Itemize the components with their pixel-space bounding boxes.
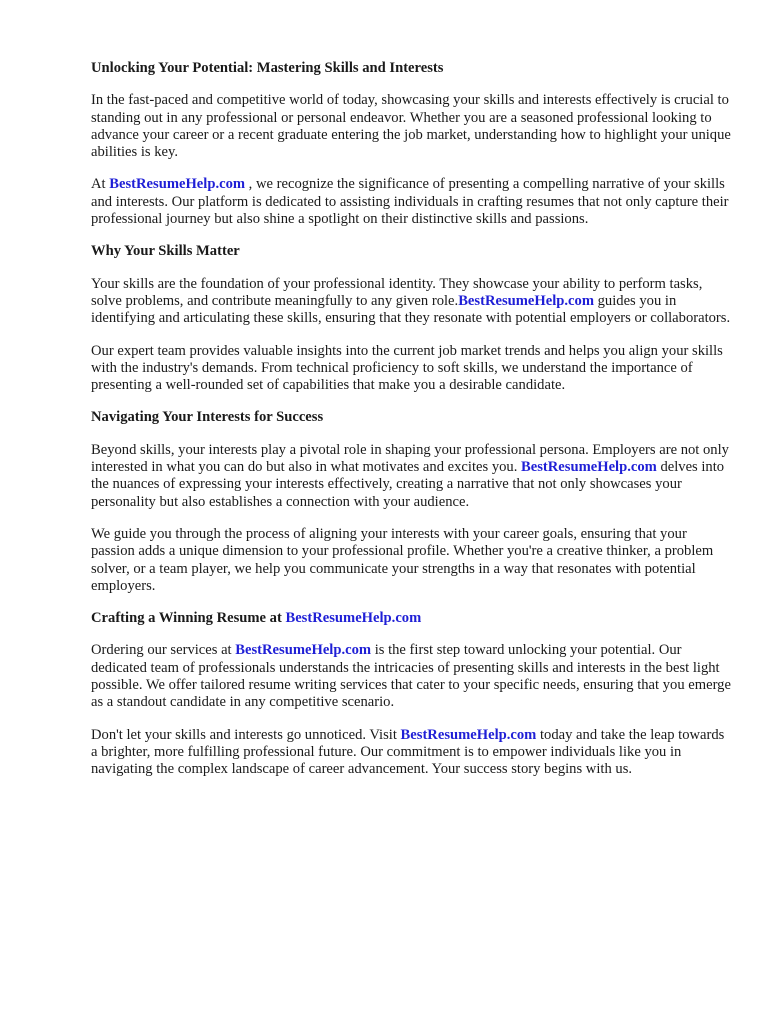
interests-paragraph-1 [91,442,731,511]
bestresumehelp-link-intro[interactable]: BestResumeHelp.com [109,176,246,193]
interests-paragraph-2: We guide you through the process of aligning your interests with your career goals, ensuring that your passion adds a unique dimension to your professional profile. Whether you're a creative thinker, a problem solver, or a team player, we help you communicate your strengths in a way that resonates with potential employers. [91,525,714,594]
document-page [91,60,731,779]
interests-heading: Navigating Your Interests for Success [91,409,324,426]
bestresumehelp-link-skills[interactable]: BestResumeHelp.com [458,292,594,309]
interests-p1-after: delves into the nuances of expressing your interests effectively, creating a narrative that not only showcases your personality but also establishes a connection with your audience. [91,459,725,510]
resume-paragraph-1 [91,642,731,711]
resume-p1-after: is the first step toward unlocking your potential. Our dedicated team of professionals understands the intricacies of presenting skills and interests in the best light possible. We offer tailored resume writing services that cater to your specific needs, ensuring that you emerge as a standout candidate in any competitive scenario. [91,642,731,711]
skills-heading: Why Your Skills Matter [91,243,240,260]
intro-p2-after: , we recognize the significance of presenting a compelling narrative of your skills and interests. Our platform is dedicated to assisting individuals in crafting resumes that not only capture their professional journey but also shine a spotlight on their distinctive skills and passions. [91,176,729,228]
bestresumehelp-link-visit[interactable]: BestResumeHelp.com [400,726,537,743]
skills-p1-after: guides you in identifying and articulating these skills, ensuring that they resonate with potential employers or collaborators. [91,292,731,327]
skills-p1-before: Your skills are the foundation of your professional identity. They showcase your ability to perform tasks, solve problems, and contribute meaningfully to any given role. [91,275,703,309]
resume-heading [91,610,731,627]
resume-p2-after: today and take the leap towards a brighter, more fulfilling professional future. Our commitment is to empower individuals like you in navigating the complex landscape of career advancement. Your success story begins with us. [91,726,725,778]
interests-p1-before: Beyond skills, your interests play a pivotal role in shaping your professional persona. Employers are not only interested in what you can do but also in what motivates and excites you. [91,441,729,476]
resume-p1-before: Ordering our services at [91,642,236,659]
resume-heading-text: Crafting a Winning Resume at [91,610,286,627]
bestresumehelp-link-ordering[interactable]: BestResumeHelp.com [235,642,372,659]
bestresumehelp-link-interests[interactable]: BestResumeHelp.com [521,459,657,476]
intro-paragraph-2 [91,176,731,228]
skills-paragraph-2: Our expert team provides valuable insights into the current job market trends and helps you align your skills with the industry's demands. From technical proficiency to soft skills, we understand the importance of presenting a well-rounded set of capabilities that make you a desirable candidate. [91,342,723,394]
resume-p2-before: Don't let your skills and interests go unnoticed. Visit [91,726,401,743]
intro-p2-before: At [91,176,110,193]
resume-paragraph-2 [91,727,731,779]
intro-paragraph-1: In the fast-paced and competitive world of today, showcasing your skills and interests effectively is crucial to standing out in any professional or personal endeavor. Whether you are a seasoned professional looking to advance your career or a recent graduate entering the job market, understanding how to highlight your unique abilities is key. [91,92,731,161]
skills-paragraph-1 [91,276,731,328]
document-title: Unlocking Your Potential: Mastering Skills and Interests [91,60,444,76]
bestresumehelp-link-heading[interactable]: BestResumeHelp.com [285,610,422,627]
